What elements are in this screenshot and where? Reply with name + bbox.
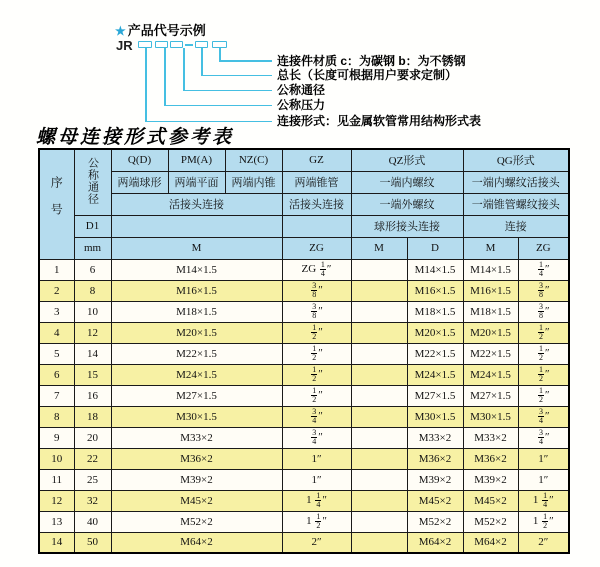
gz-zg-cell: $\frac{3}{8}$ ″ (282, 301, 351, 322)
qz-d-cell: M45×2 (407, 490, 463, 511)
diagram-title-text: 产品代号示例 (127, 23, 206, 38)
qg-m-cell: M64×2 (463, 532, 518, 553)
qg-zg-cell: $\frac{1}{2}$ ″ (518, 322, 569, 343)
header-nz-desc: 两端内锥 (225, 171, 282, 193)
fraction: $\frac{1}{2}$ (538, 344, 543, 362)
connector-line-v1 (145, 48, 147, 122)
qz-m-cell (351, 385, 407, 406)
qg-m-cell: M45×2 (463, 490, 518, 511)
header-blank-m (111, 215, 282, 237)
fraction: $\frac{3}{8}$ (538, 302, 543, 320)
connector-line-h5 (219, 60, 272, 62)
table-row (39, 469, 569, 490)
code-dash (185, 44, 193, 46)
table-row (39, 490, 569, 511)
dia-cell: 32 (74, 490, 111, 511)
qg-m-cell: M30×1.5 (463, 406, 518, 427)
header-qz-m: M (351, 237, 407, 259)
header-union-connection: 活接头连接 (111, 193, 282, 215)
header-qz-desc1: 一端内螺纹 (351, 171, 463, 193)
m-thread-cell: M24×1.5 (111, 364, 282, 385)
qg-m-cell: M14×1.5 (463, 259, 518, 280)
qg-m-cell: M16×1.5 (463, 280, 518, 301)
code-box-4 (195, 41, 208, 48)
gz-zg-cell: 2″ (282, 532, 351, 553)
header-m-thread: M (111, 237, 282, 259)
qg-zg-cell: 1 $\frac{1}{4}$ ″ (518, 490, 569, 511)
qg-m-cell: M52×2 (463, 511, 518, 532)
fraction: $\frac{1}{4}$ (538, 260, 543, 278)
qz-d-cell: M30×1.5 (407, 406, 463, 427)
qz-d-cell: M39×2 (407, 469, 463, 490)
dia-cell: 12 (74, 322, 111, 343)
dia-cell: 18 (74, 406, 111, 427)
qz-m-cell (351, 343, 407, 364)
header-col-gz: GZ (282, 149, 351, 171)
qg-zg-cell: $\frac{3}{8}$ ″ (518, 301, 569, 322)
qg-m-cell: M20×1.5 (463, 322, 518, 343)
table-row (39, 532, 569, 553)
fraction: $\frac{1}{4}$ (316, 491, 321, 509)
seq-cell: 9 (39, 427, 74, 448)
qz-m-cell (351, 427, 407, 448)
header-col-pm: PM(A) (168, 149, 225, 171)
header-col-q: Q(D) (111, 149, 168, 171)
fraction: $\frac{1}{2}$ (538, 323, 543, 341)
fraction: $\frac{1}{2}$ (538, 365, 543, 383)
dia-cell: 20 (74, 427, 111, 448)
m-thread-cell: M16×1.5 (111, 280, 282, 301)
header-diameter: 公称通径 (74, 149, 111, 215)
header-zg-thread: ZG (282, 237, 351, 259)
connector-line-v2 (164, 48, 166, 106)
seq-cell: 10 (39, 448, 74, 469)
qz-d-cell: M22×1.5 (407, 343, 463, 364)
qg-zg-cell: 2″ (518, 532, 569, 553)
header-qz-d: D (407, 237, 463, 259)
qz-d-cell: M33×2 (407, 427, 463, 448)
dia-cell: 8 (74, 280, 111, 301)
star-icon: ★ (115, 24, 126, 38)
nut-connection-table (38, 148, 570, 554)
seq-cell: 3 (39, 301, 74, 322)
qg-zg-cell: $\frac{3}{8}$ ″ (518, 280, 569, 301)
fraction: $\frac{1}{2}$ (312, 323, 317, 341)
qz-m-cell (351, 280, 407, 301)
fraction: $\frac{1}{4}$ (543, 491, 548, 509)
seq-cell: 4 (39, 322, 74, 343)
code-box-3 (170, 41, 183, 48)
header-seq: 序号 (39, 149, 74, 259)
header-gz-connection: 活接头连接 (282, 193, 351, 215)
seq-cell: 11 (39, 469, 74, 490)
table-row (39, 322, 569, 343)
qz-m-cell (351, 490, 407, 511)
qg-m-cell: M24×1.5 (463, 364, 518, 385)
dia-cell: 14 (74, 343, 111, 364)
fraction: $\frac{1}{2}$ (316, 512, 321, 530)
header-d1: D1 (74, 215, 111, 237)
table-title: 螺母连接形式参考表 (36, 127, 235, 148)
fraction: $\frac{3}{4}$ (538, 407, 543, 425)
qz-m-cell (351, 448, 407, 469)
qg-m-cell: M33×2 (463, 427, 518, 448)
qg-m-cell: M27×1.5 (463, 385, 518, 406)
gz-zg-cell: ZG $\frac{1}{4}$ ″ (282, 259, 351, 280)
seq-cell: 7 (39, 385, 74, 406)
header-col-nz: NZ(C) (225, 149, 282, 171)
table-row (39, 385, 569, 406)
qz-m-cell (351, 406, 407, 427)
qz-d-cell: M18×1.5 (407, 301, 463, 322)
code-box-2 (155, 41, 168, 48)
qg-zg-cell: $\frac{3}{4}$ ″ (518, 406, 569, 427)
table-row (39, 448, 569, 469)
code-box-5 (212, 41, 227, 48)
code-label-pressure: 公称压力 (277, 98, 326, 112)
header-blank-gz (282, 215, 351, 237)
seq-cell: 8 (39, 406, 74, 427)
m-thread-cell: M45×2 (111, 490, 282, 511)
header-mm: mm (74, 237, 111, 259)
code-label-material: 连接件材质 c：为碳钢 b：为不锈钢 (277, 54, 466, 68)
code-prefix: JR (116, 38, 133, 53)
qz-m-cell (351, 364, 407, 385)
qg-zg-cell: $\frac{1}{2}$ ″ (518, 364, 569, 385)
gz-zg-cell: 1 $\frac{1}{4}$ ″ (282, 490, 351, 511)
qz-m-cell (351, 469, 407, 490)
qg-m-cell: M39×2 (463, 469, 518, 490)
seq-cell: 5 (39, 343, 74, 364)
qg-zg-cell: $\frac{1}{4}$ ″ (518, 259, 569, 280)
gz-zg-cell: $\frac{3}{8}$ ″ (282, 280, 351, 301)
dia-cell: 10 (74, 301, 111, 322)
qz-d-cell: M24×1.5 (407, 364, 463, 385)
seq-cell: 12 (39, 490, 74, 511)
fraction: $\frac{3}{8}$ (312, 281, 317, 299)
header-col-qg: QG形式 (463, 149, 569, 171)
qz-d-cell: M64×2 (407, 532, 463, 553)
qz-m-cell (351, 511, 407, 532)
fraction: $\frac{1}{2}$ (312, 344, 317, 362)
header-q-desc: 两端球形 (111, 171, 168, 193)
header-qz-connection: 球形接头连接 (351, 215, 463, 237)
code-label-connect-form: 连接形式：见金属软管常用结构形式表 (277, 114, 482, 128)
header-qg-desc1: 一端内螺纹活接头 (463, 171, 569, 193)
diagram-title (115, 20, 206, 39)
header-pm-desc: 两端平面 (168, 171, 225, 193)
table-row (39, 259, 569, 280)
dia-cell: 50 (74, 532, 111, 553)
dia-cell: 22 (74, 448, 111, 469)
fraction: $\frac{3}{4}$ (538, 428, 543, 446)
qg-zg-cell: 1″ (518, 448, 569, 469)
gz-zg-cell: $\frac{1}{2}$ ″ (282, 385, 351, 406)
dia-cell: 25 (74, 469, 111, 490)
qg-zg-cell: $\frac{1}{2}$ ″ (518, 385, 569, 406)
header-qg-zg: ZG (518, 237, 569, 259)
fraction: $\frac{1}{2}$ (312, 386, 317, 404)
fraction: $\frac{3}{4}$ (312, 428, 317, 446)
qg-zg-cell: 1″ (518, 469, 569, 490)
header-qz-desc2: 一端外螺纹 (351, 193, 463, 215)
m-thread-cell: M20×1.5 (111, 322, 282, 343)
connector-line-h2 (164, 105, 272, 107)
qg-m-cell: M36×2 (463, 448, 518, 469)
dia-cell: 15 (74, 364, 111, 385)
gz-zg-cell: $\frac{1}{2}$ ″ (282, 343, 351, 364)
m-thread-cell: M36×2 (111, 448, 282, 469)
seq-cell: 2 (39, 280, 74, 301)
qz-d-cell: M20×1.5 (407, 322, 463, 343)
dia-cell: 40 (74, 511, 111, 532)
fraction: $\frac{1}{2}$ (538, 386, 543, 404)
table-header (39, 149, 569, 259)
connector-line-v3 (183, 48, 185, 91)
fraction: $\frac{3}{8}$ (312, 302, 317, 320)
m-thread-cell: M30×1.5 (111, 406, 282, 427)
qz-d-cell: M36×2 (407, 448, 463, 469)
connector-line-h3 (183, 90, 272, 92)
qg-m-cell: M22×1.5 (463, 343, 518, 364)
m-thread-cell: M33×2 (111, 427, 282, 448)
fraction: $\frac{1}{2}$ (543, 512, 548, 530)
gz-zg-cell: $\frac{1}{2}$ ″ (282, 322, 351, 343)
qz-d-cell: M27×1.5 (407, 385, 463, 406)
table-row (39, 301, 569, 322)
header-qg-desc2: 一端锥管螺纹接头 (463, 193, 569, 215)
gz-zg-cell: 1″ (282, 469, 351, 490)
table-row (39, 406, 569, 427)
qz-m-cell (351, 301, 407, 322)
table-row (39, 511, 569, 532)
code-label-diameter: 公称通径 (277, 83, 326, 97)
qz-m-cell (351, 322, 407, 343)
gz-zg-cell: $\frac{3}{4}$ ″ (282, 406, 351, 427)
fraction: $\frac{1}{2}$ (312, 365, 317, 383)
gz-zg-cell: $\frac{3}{4}$ ″ (282, 427, 351, 448)
fraction: $\frac{3}{8}$ (538, 281, 543, 299)
dia-cell: 16 (74, 385, 111, 406)
table-body (39, 259, 569, 553)
qz-m-cell (351, 532, 407, 553)
m-thread-cell: M27×1.5 (111, 385, 282, 406)
m-thread-cell: M18×1.5 (111, 301, 282, 322)
seq-cell: 1 (39, 259, 74, 280)
qz-m-cell (351, 259, 407, 280)
m-thread-cell: M22×1.5 (111, 343, 282, 364)
qz-d-cell: M52×2 (407, 511, 463, 532)
seq-cell: 6 (39, 364, 74, 385)
fraction: $\frac{1}{4}$ (320, 260, 325, 278)
table-row (39, 280, 569, 301)
qz-d-cell: M14×1.5 (407, 259, 463, 280)
qz-d-cell: M16×1.5 (407, 280, 463, 301)
header-gz-desc: 两端锥管 (282, 171, 351, 193)
table-row (39, 364, 569, 385)
connector-line-h4 (201, 75, 272, 77)
header-col-qz: QZ形式 (351, 149, 463, 171)
gz-zg-cell: 1″ (282, 448, 351, 469)
m-thread-cell: M14×1.5 (111, 259, 282, 280)
m-thread-cell: M39×2 (111, 469, 282, 490)
seq-cell: 14 (39, 532, 74, 553)
seq-cell: 13 (39, 511, 74, 532)
header-qg-m: M (463, 237, 518, 259)
gz-zg-cell: 1 $\frac{1}{2}$ ″ (282, 511, 351, 532)
qg-zg-cell: $\frac{3}{4}$ ″ (518, 427, 569, 448)
qg-zg-cell: $\frac{1}{2}$ ″ (518, 343, 569, 364)
m-thread-cell: M64×2 (111, 532, 282, 553)
table-row (39, 427, 569, 448)
dia-cell: 6 (74, 259, 111, 280)
code-box-1 (138, 41, 152, 48)
gz-zg-cell: $\frac{1}{2}$ ″ (282, 364, 351, 385)
qg-m-cell: M18×1.5 (463, 301, 518, 322)
fraction: $\frac{3}{4}$ (312, 407, 317, 425)
m-thread-cell: M52×2 (111, 511, 282, 532)
connector-line-v4 (201, 48, 203, 76)
table-row (39, 343, 569, 364)
qg-zg-cell: 1 $\frac{1}{2}$ ″ (518, 511, 569, 532)
code-label-total-length: 总长（长度可根据用户要求定制） (277, 68, 458, 82)
header-qg-connection: 连接 (463, 215, 569, 237)
